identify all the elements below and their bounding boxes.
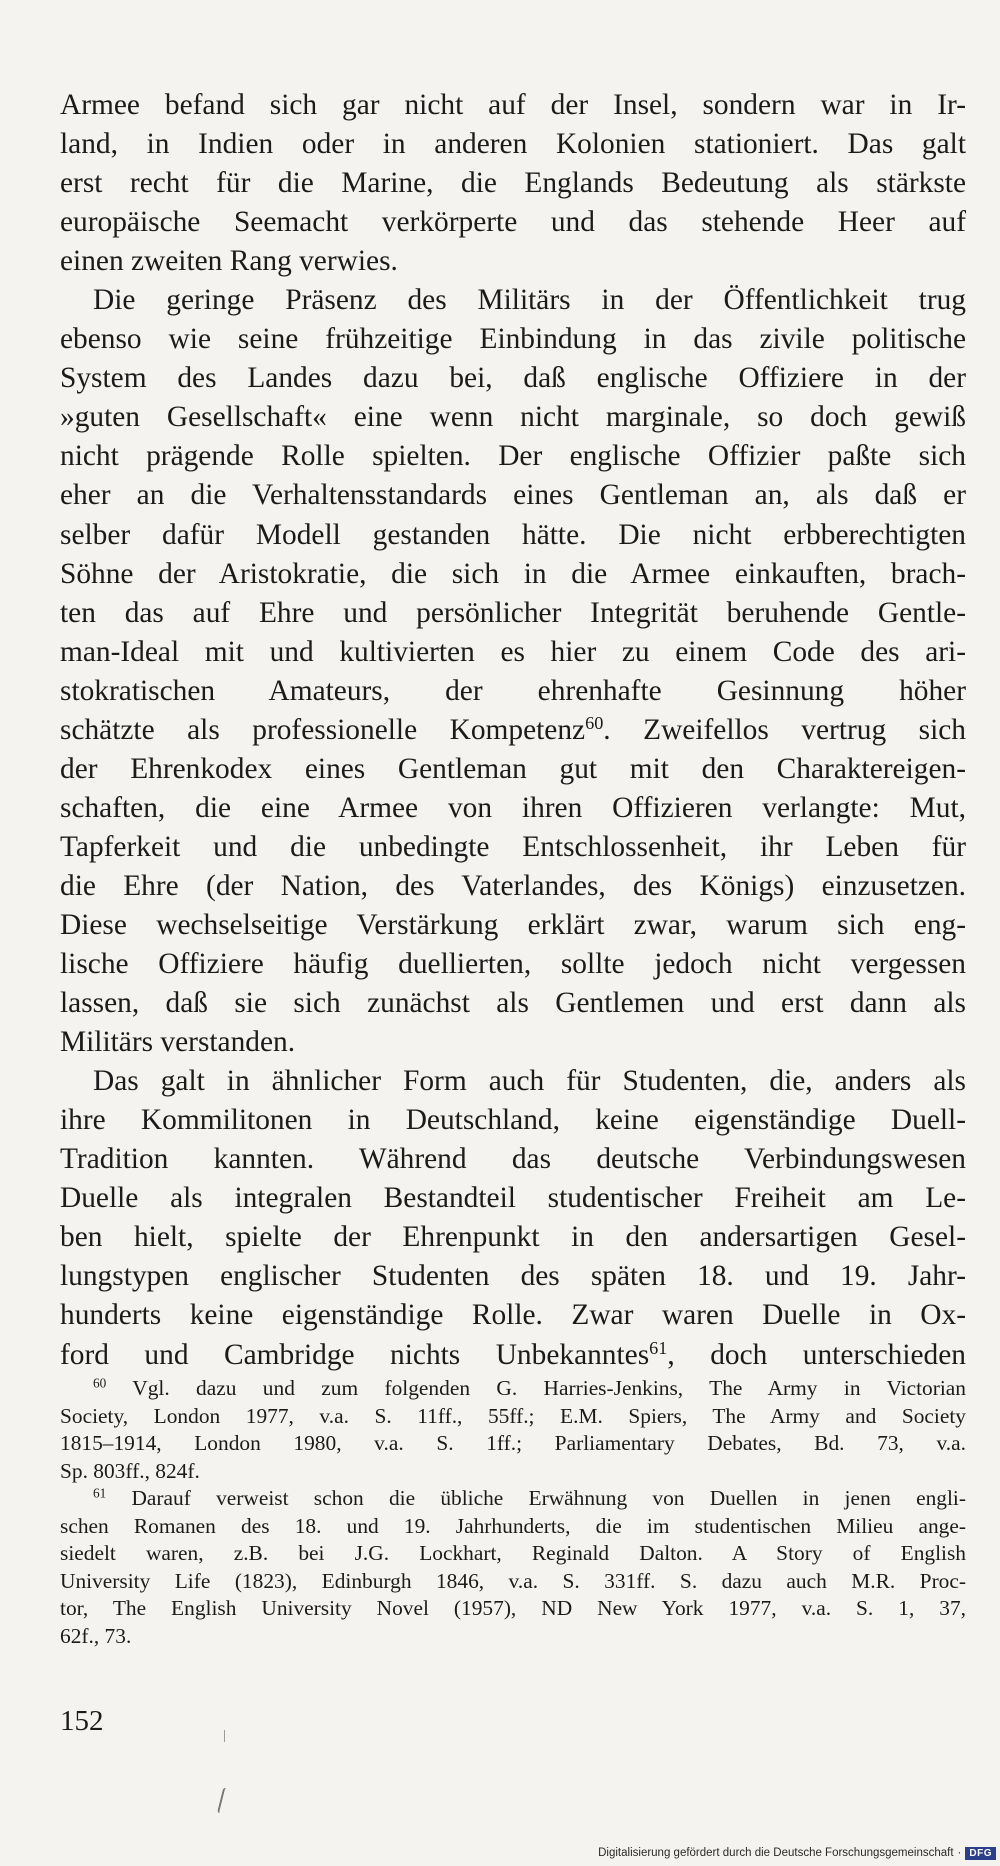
text-line <box>60 1336 966 1375</box>
page-number: 152 <box>60 1705 104 1737</box>
line-text: Duelle als integralen Bestandteil studentischer Freiheit am Le- <box>60 1182 966 1215</box>
line-text: University Life (1823), Edinburgh 1846, v.a. S. 331ff. S. dazu auch M.R. Proc- <box>60 1568 966 1593</box>
line-text: ford und Cambridge nichts Unbekanntes <box>60 1338 650 1371</box>
line-text: eher an die Verhaltensstandards eines Gentleman an, als daß er <box>60 479 966 512</box>
line-text: Vgl. dazu und zum folgenden G. Harries-Jenkins, The Army in Victorian <box>106 1376 966 1400</box>
footnote-line <box>60 1595 966 1623</box>
text-line <box>60 1101 966 1140</box>
line-text: nicht prägende Rolle spielten. Der englische Offizier paßte sich <box>60 440 966 473</box>
text-line <box>60 984 966 1023</box>
footnote-reference: 60 <box>585 712 604 733</box>
footnote-line <box>60 1540 966 1568</box>
line-text: Militärs verstanden. <box>60 1026 296 1059</box>
line-text: , doch unterschieden <box>667 1338 966 1371</box>
scan-artifact <box>224 1730 225 1742</box>
line-text: »guten Gesellschaft« eine wenn nicht marginale, so doch gewiß <box>60 401 966 434</box>
footnote-line <box>60 1430 966 1458</box>
main-text <box>60 86 966 1375</box>
line-text: Söhne der Aristokratie, die sich in die Armee einkauften, brach- <box>60 557 966 590</box>
footnotes <box>60 1375 966 1650</box>
text-line <box>60 789 966 828</box>
line-text: schätzte als professionelle Kompetenz <box>60 713 586 746</box>
text-line <box>60 1257 966 1296</box>
footnote-line <box>60 1403 966 1431</box>
line-text: lassen, daß sie sich zunächst als Gentlemen und erst dann als <box>60 987 966 1020</box>
line-text: lische Offiziere häufig duellierten, sollte jedoch nicht vergessen <box>60 948 966 981</box>
line-text: europäische Seemacht verkörperte und das stehende Heer auf <box>60 206 966 239</box>
line-text: Tapferkeit und die unbedingte Entschlossenheit, ihr Leben für <box>60 830 966 863</box>
text-line <box>60 1218 966 1257</box>
line-text: Society, London 1977, v.a. S. 11ff., 55ff.; E.M. Spiers, The Army and Society <box>60 1403 966 1428</box>
text-line <box>60 1179 966 1218</box>
text-line <box>60 906 966 945</box>
footnote-line <box>60 1458 966 1486</box>
footer-text: Digitalisierung gefördert durch die Deutsche Forschungsgemeinschaft <box>598 1847 954 1859</box>
text-line <box>60 633 966 672</box>
line-text: Darauf verweist schon die übliche Erwähnung von Duellen in jenen engli- <box>106 1486 966 1510</box>
text-line <box>60 359 966 398</box>
line-text: Das galt in ähnlicher Form auch für Studenten, die, anders als <box>93 1065 966 1098</box>
digitization-footer <box>598 1844 996 1862</box>
text-line <box>60 242 966 281</box>
footnote-number: 60 <box>93 1375 107 1391</box>
line-text: Armee befand sich gar nicht auf der Insel, sondern war in Ir- <box>60 89 966 121</box>
text-line <box>60 1023 966 1062</box>
footnote-number: 61 <box>93 1485 107 1501</box>
line-text: selber dafür Modell gestanden hätte. Die nicht erbberechtigten <box>60 518 966 551</box>
separator: · <box>957 1847 962 1859</box>
text-line <box>60 516 966 555</box>
line-text: tor, The English University Novel (1957), ND New York 1977, v.a. S. 1, 37, <box>60 1596 966 1620</box>
text-line <box>60 1062 966 1101</box>
footnote-line <box>60 1623 966 1651</box>
text-line <box>60 594 966 633</box>
text-line <box>60 711 966 750</box>
footnote-line <box>60 1485 966 1513</box>
text-line <box>60 750 966 789</box>
line-text: einen zweiten Rang verwies. <box>60 245 398 278</box>
footnote-reference: 61 <box>649 1337 668 1358</box>
scan-artifact <box>217 1787 231 1814</box>
line-text: Die geringe Präsenz des Militärs in der Öffentlichkeit trug <box>93 284 966 317</box>
text-line <box>60 398 966 437</box>
line-text: Sp. 803ff., 824f. <box>60 1458 200 1483</box>
line-text: schen Romanen des 18. und 19. Jahrhunderts, die im studentischen Milieu ange- <box>60 1513 966 1538</box>
text-line <box>60 320 966 359</box>
line-text: man-Ideal mit und kultivierten es hier zu einem Code des ari- <box>60 635 966 668</box>
line-text: ben hielt, spielte der Ehrenpunkt in den andersartigen Gesel- <box>60 1221 966 1254</box>
footnote-line <box>60 1375 966 1403</box>
line-text: 62f., 73. <box>60 1623 132 1648</box>
line-text: Diese wechselseitige Verstärkung erklärt zwar, warum sich eng- <box>60 908 966 941</box>
text-line <box>60 828 966 867</box>
line-text: siedelt waren, z.B. bei J.G. Lockhart, Reginald Dalton. A Story of English <box>60 1541 966 1565</box>
text-line <box>60 867 966 906</box>
line-text: System des Landes dazu bei, daß englische Offiziere in der <box>60 362 966 395</box>
text-line <box>60 164 966 203</box>
line-text: ihre Kommilitonen in Deutschland, keine eigenständige Duell- <box>60 1104 966 1137</box>
line-text: . Zweifellos vertrug sich <box>603 713 966 746</box>
line-text: erst recht für die Marine, die Englands Bedeutung als stärkste <box>60 167 966 200</box>
text-line <box>60 281 966 320</box>
text-line <box>60 945 966 984</box>
text-line <box>60 125 966 164</box>
line-text: 1815–1914, London 1980, v.a. S. 1ff.; Parliamentary Debates, Bd. 73, v.a. <box>60 1431 966 1455</box>
line-text: stokratischen Amateurs, der ehrenhafte Gesinnung höher <box>60 674 966 707</box>
line-text: schaften, die eine Armee von ihren Offizieren verlangte: Mut, <box>60 791 966 824</box>
text-line <box>60 1296 966 1335</box>
line-text: lungstypen englischer Studenten des späten 18. und 19. Jahr- <box>60 1260 966 1293</box>
text-line <box>60 86 966 125</box>
line-text: land, in Indien oder in anderen Kolonien stationiert. Das galt <box>60 128 966 161</box>
footnote-line <box>60 1513 966 1541</box>
text-line <box>60 203 966 242</box>
line-text: hunderts keine eigenständige Rolle. Zwar waren Duelle in Ox- <box>60 1299 966 1332</box>
text-line <box>60 476 966 515</box>
text-line <box>60 1140 966 1179</box>
line-text: Tradition kannten. Während das deutsche Verbindungswesen <box>60 1143 966 1176</box>
text-line <box>60 437 966 476</box>
line-text: die Ehre (der Nation, des Vaterlandes, des Königs) einzusetzen. <box>60 869 966 902</box>
line-text: der Ehrenkodex eines Gentleman gut mit den Charaktereigen- <box>60 752 966 785</box>
line-text: ten das auf Ehre und persönlicher Integrität beruhende Gentle- <box>60 596 966 629</box>
dfg-logo-icon: DFG <box>965 1847 996 1860</box>
footnote-line <box>60 1568 966 1596</box>
text-line <box>60 555 966 594</box>
line-text: ebenso wie seine frühzeitige Einbindung in das zivile politische <box>60 323 966 356</box>
text-line <box>60 672 966 711</box>
